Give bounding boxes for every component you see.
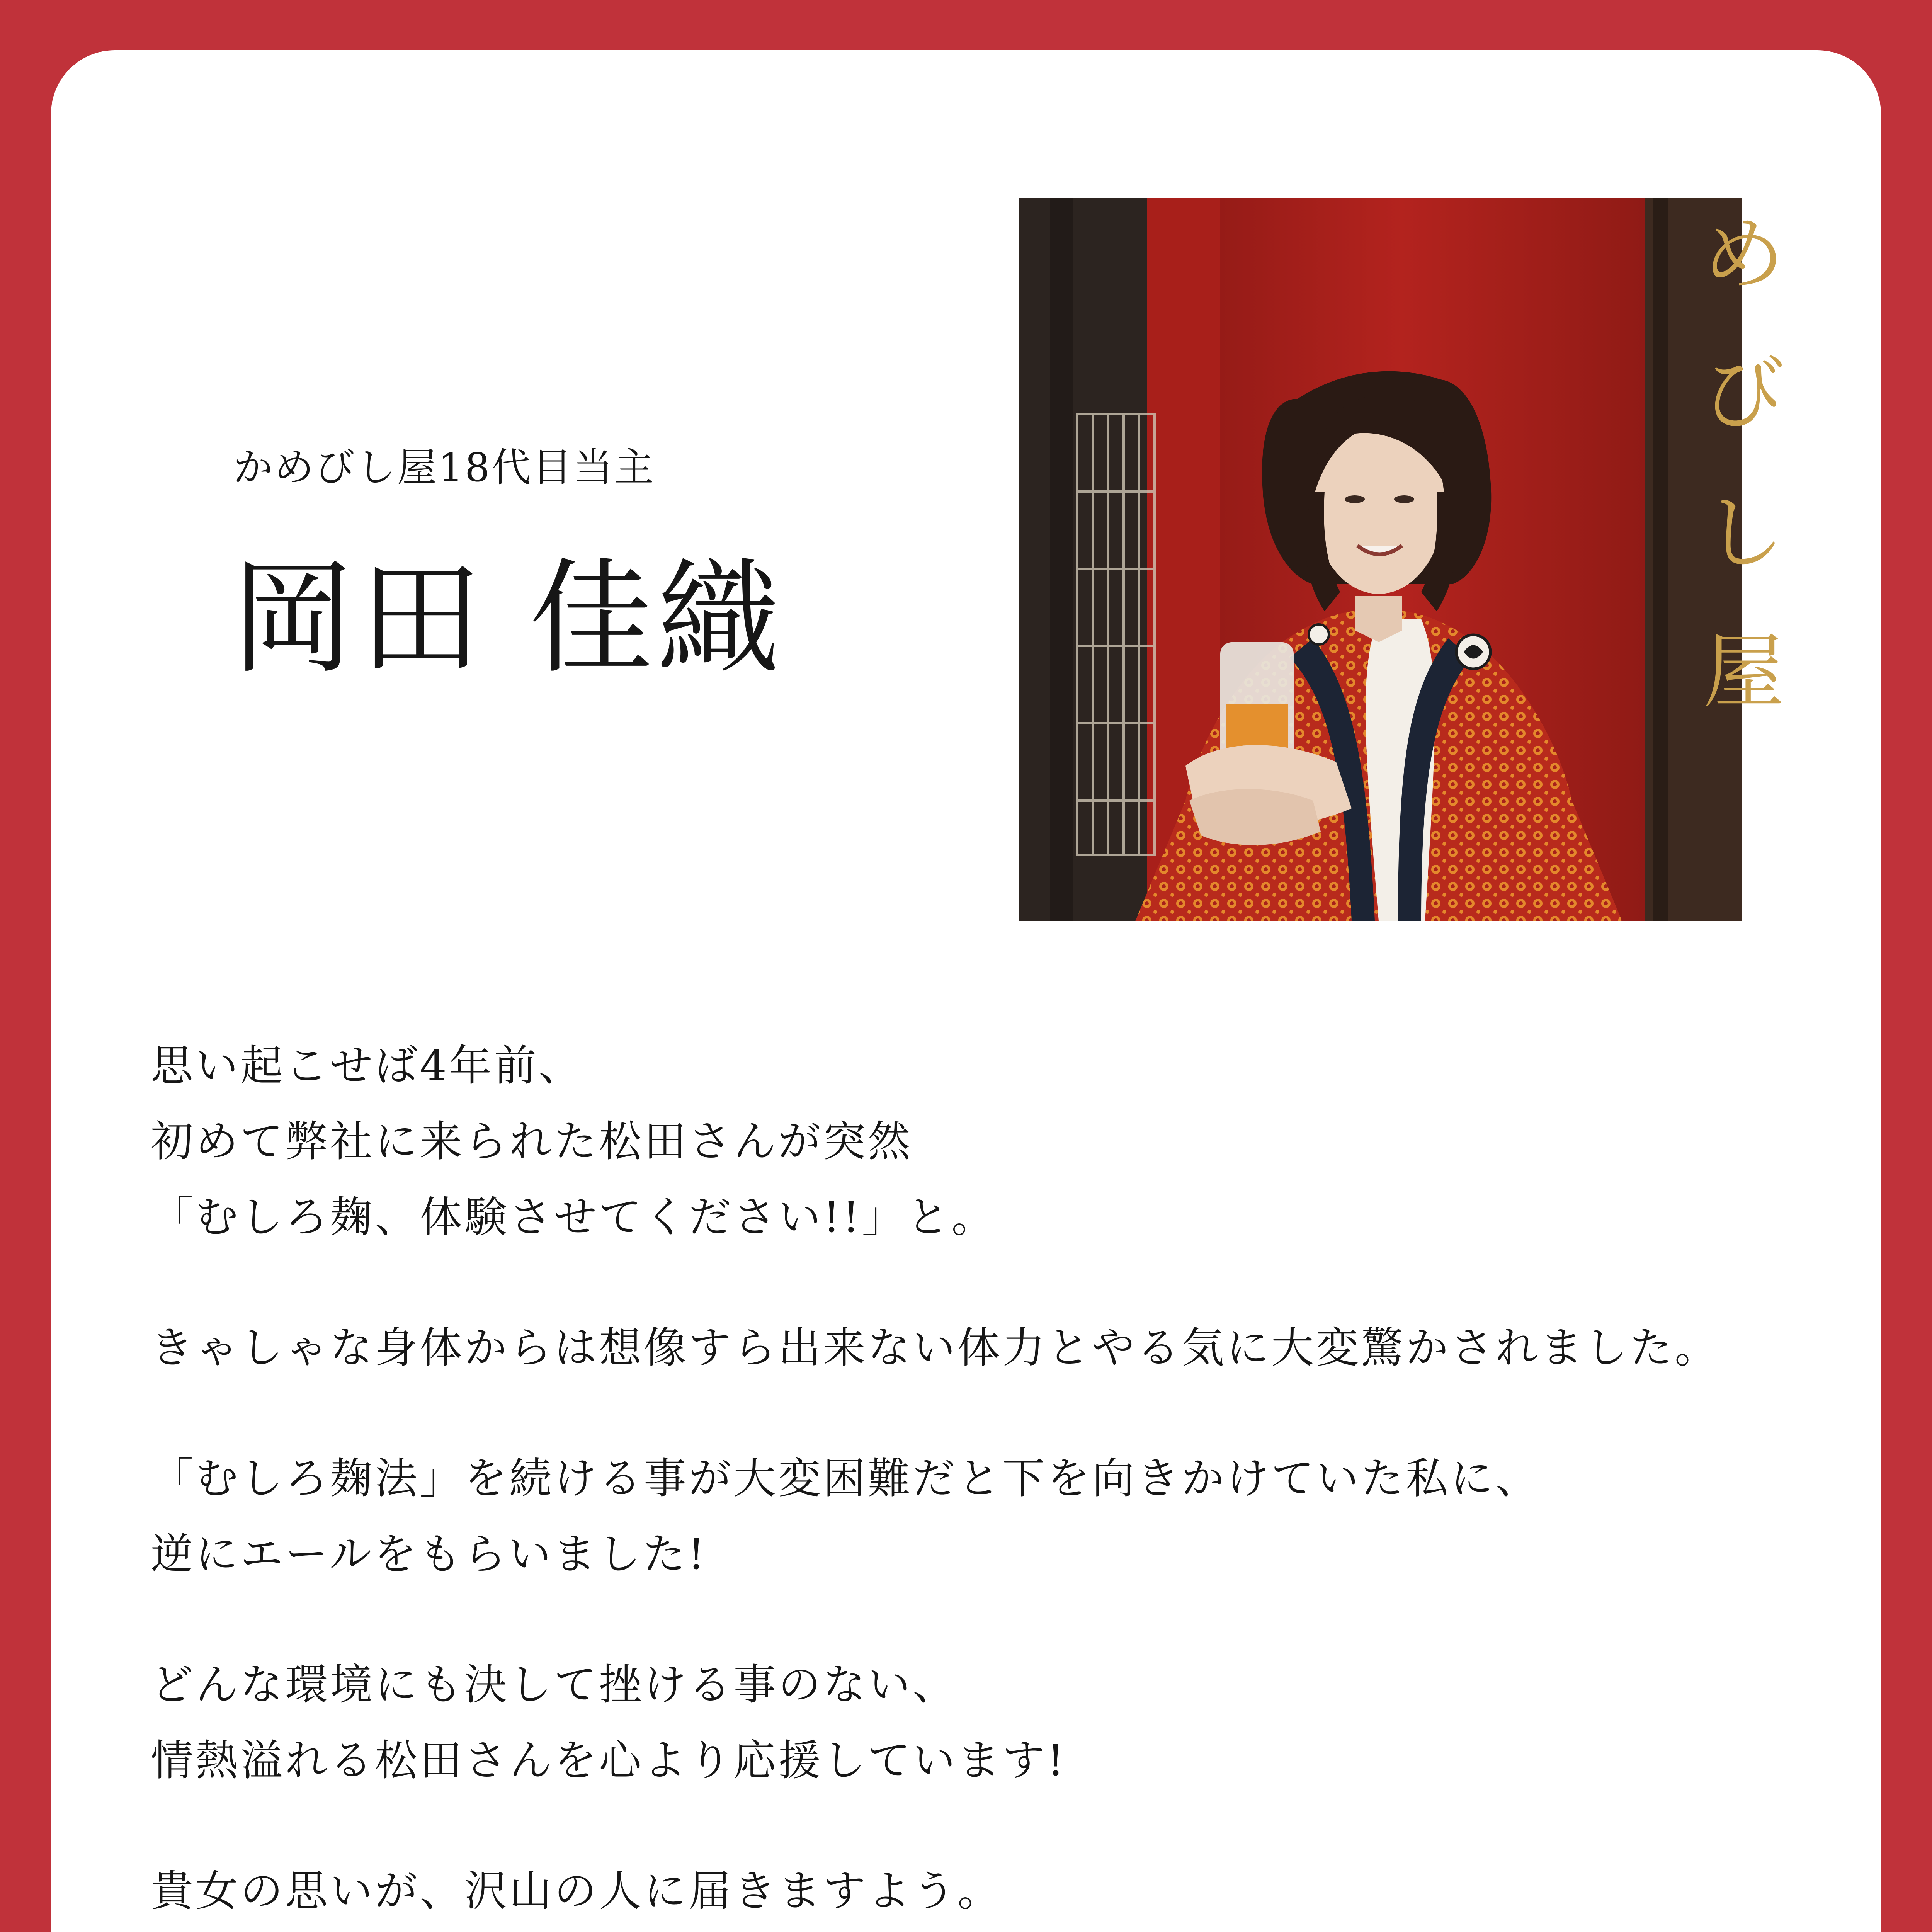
message-line: 「むしろ麹、体験させてください!!」と。	[151, 1192, 997, 1242]
profile-card	[51, 50, 1881, 1932]
message-paragraph	[151, 1647, 1812, 1798]
message-line: 初めて弊社に来られた松田さんが突然	[151, 1117, 913, 1166]
wooden-sign-char-1: め	[1703, 207, 1785, 302]
profile-name: 岡田 佳織	[231, 547, 784, 690]
message-paragraph	[151, 1310, 1812, 1386]
message-line: どんな環境にも決して挫ける事のない、	[151, 1660, 957, 1709]
wooden-sign-char-2: び	[1703, 347, 1785, 441]
wooden-sign-char-3: し	[1703, 486, 1785, 580]
message-line: 思い起こせば4年前、	[151, 1041, 583, 1090]
message-line: きゃしゃな身体からは想像すら出来ない体力とやる気に大変驚かされました。	[151, 1323, 1719, 1372]
message-body	[151, 1028, 1812, 1932]
message-line: 貴女の思いが、沢山の人に届きますよう。	[151, 1866, 1002, 1916]
message-line: 情熱溢れる松田さんを心より応援しています!	[151, 1736, 1067, 1785]
profile-subtitle: かめびし屋18代目当主	[233, 445, 655, 491]
message-paragraph	[151, 1028, 1812, 1255]
message-paragraph	[151, 1440, 1812, 1592]
message-line: 「むしろ麹法」を続ける事が大変困難だと下を向きかけていた私に、	[151, 1454, 1540, 1503]
message-paragraph	[151, 1853, 1812, 1929]
message-line: 逆にエールをもらいました!	[151, 1529, 707, 1579]
profile-photo	[1019, 198, 1785, 921]
wooden-sign-char-4: 屋	[1703, 625, 1785, 719]
